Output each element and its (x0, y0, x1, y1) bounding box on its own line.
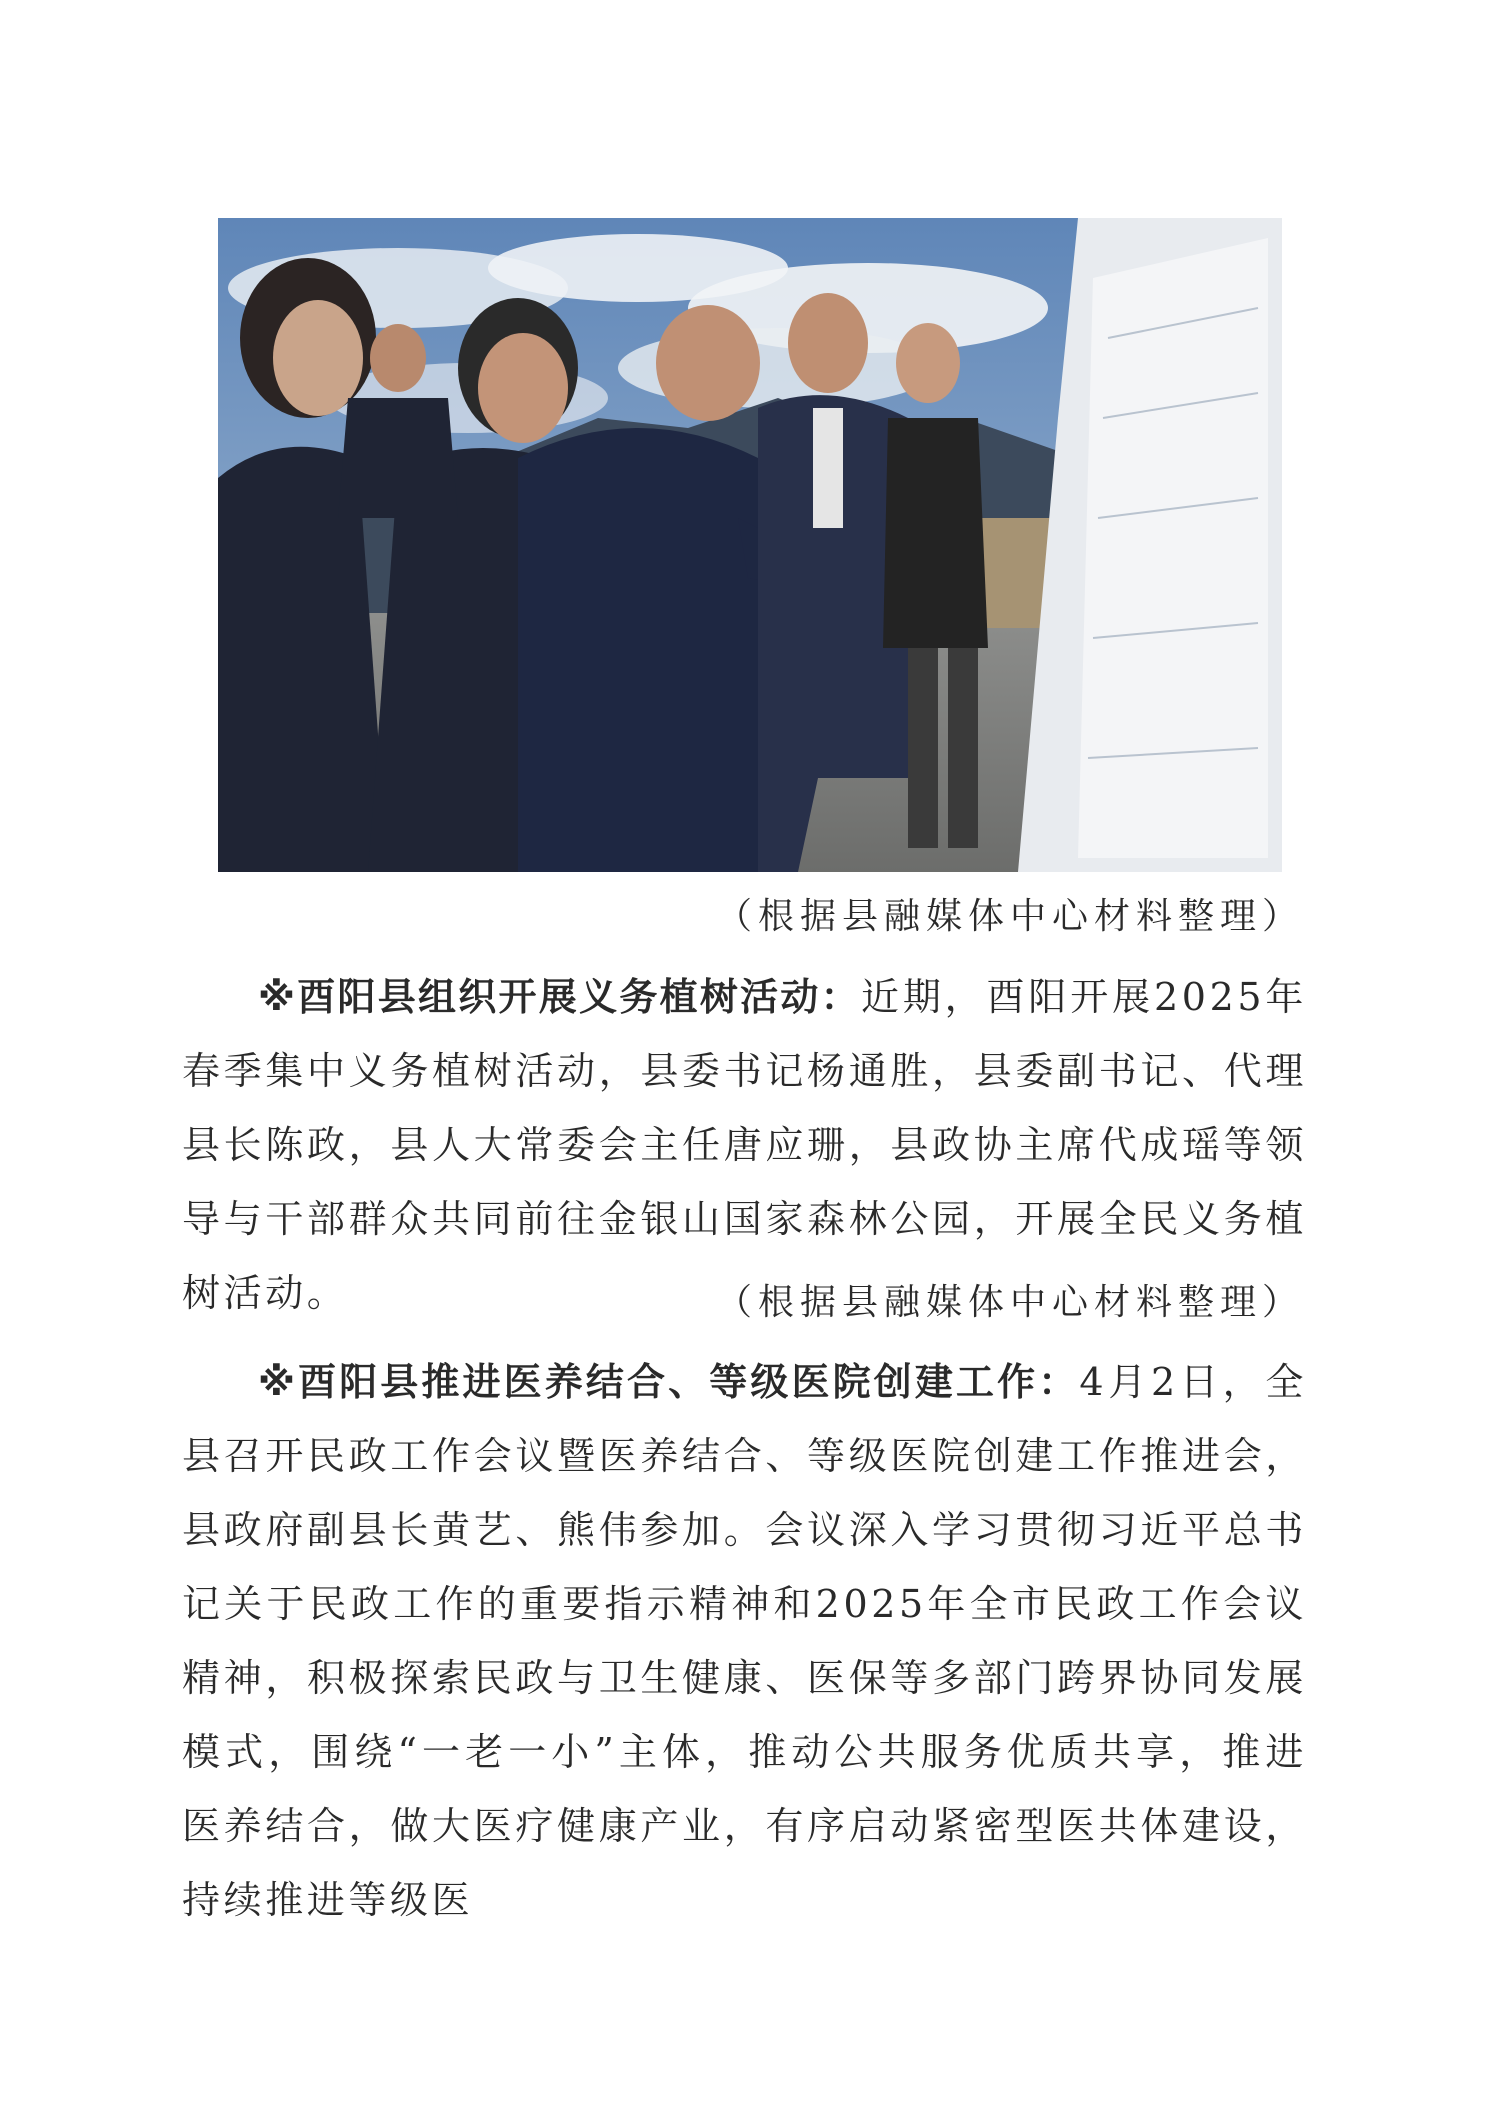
source-caption: （根据县融媒体中心材料整理） (715, 1282, 1304, 1323)
news-item-heading: ※酉阳县推进医养结合、等级医院创建工作： (258, 1360, 1080, 1404)
news-item-heading: ※酉阳县组织开展义务植树活动： (258, 975, 861, 1019)
news-item-body: 近期，酉阳开展2025年春季集中义务植树活动，县委书记杨通胜，县委副书记、代理县长陈政，县人大常委会主任唐应珊，县政协主席代成瑶等领导与干部群众共同前往金银山国家森林公园，开展全民义务植树活动。 (182, 975, 1307, 1315)
news-item-medical-care (182, 1345, 1307, 1937)
photo-of-officials-at-site-board-icon (218, 218, 1282, 872)
news-photo (218, 218, 1282, 872)
news-item-body: 4月2日，全县召开民政工作会议暨医养结合、等级医院创建工作推进会，县政府副县长黄艺、熊伟参加。会议深入学习贯彻习近平总书记关于民政工作的重要指示精神和2025年全市民政工作会议精神，积极探索民政与卫生健康、医保等多部门跨界协同发展模式，围绕“一老一小”主体，推动公共服务优质共享，推进医养结合，做大医疗健康产业，有序启动紧密型医共体建设，持续推进等级医 (182, 1360, 1307, 1922)
source-caption: （根据县融媒体中心材料整理） (715, 896, 1304, 937)
